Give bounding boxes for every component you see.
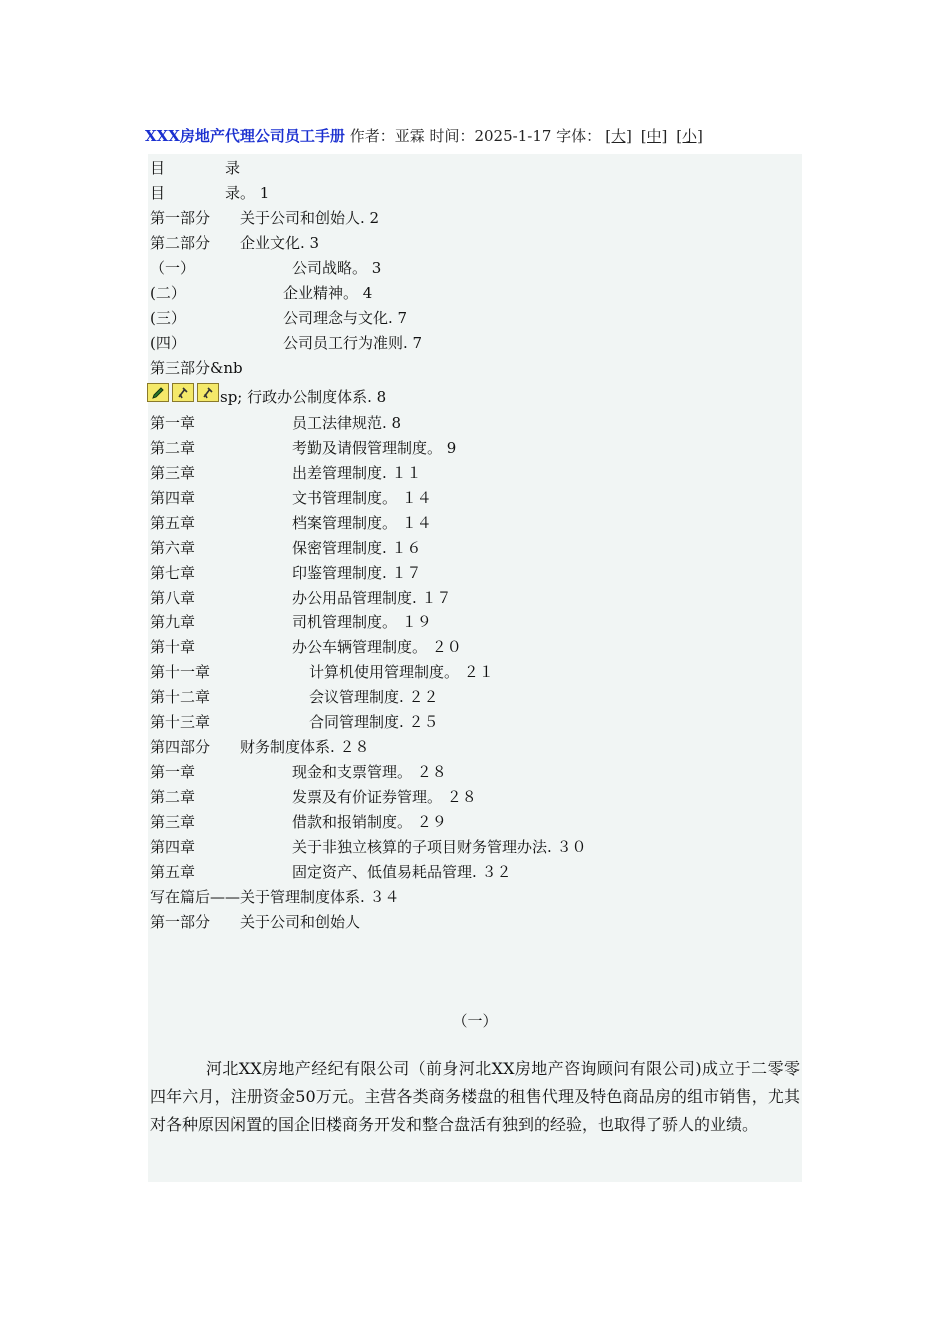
toc-entry: 档案管理制度。 １４: [292, 514, 432, 532]
toc-label: 第一章: [150, 414, 196, 432]
tool-icon[interactable]: [197, 383, 219, 402]
toc-entry: 会议管理制度. ２２: [309, 688, 439, 706]
toc-entry: 保密管理制度. １６: [292, 539, 422, 557]
toc-entry: 企业精神。 4: [283, 284, 373, 302]
toc-entry: 现金和支票管理。 ２８: [292, 763, 447, 781]
font-size-medium-link[interactable]: [中]: [640, 127, 668, 145]
toc-entry: 发票及有价证券管理。 ２８: [292, 788, 477, 806]
toc-label: 第九章: [150, 613, 196, 631]
toc-label: 第二章: [150, 788, 196, 806]
toc-entry: 办公用品管理制度. １７: [292, 589, 452, 607]
toc-label: 第十章: [150, 638, 196, 656]
toc-entry: 出差管理制度. １１: [292, 464, 422, 482]
toc-label: 第三部分&nb: [150, 359, 243, 377]
toc-label: 第五章: [150, 514, 196, 532]
toc-entry: 关于非独立核算的子项目财务管理办法. ３０: [292, 838, 587, 856]
toc-label: (四）: [150, 334, 186, 352]
toc-entry: 考勤及请假管理制度。 9: [292, 439, 457, 457]
toc-entry: 财务制度体系. ２８: [240, 738, 370, 756]
font-size-large-link[interactable]: [大]: [605, 127, 632, 145]
toc-entry: 员工法律规范. 8: [292, 414, 402, 432]
intro-paragraph: 河北XX房地产经纪有限公司（前身河北XX房地产咨询顾问有限公司)成立于二零零四年六月，注册资金50万元。主营各类商务楼盘的租售代理及特色商品房的组市销售，尤其对各种原因闲置的国企旧楼商务开发和整合盘活有独到的经验，也取得了骄人的业绩。: [150, 1059, 800, 1134]
section-heading: （一）: [452, 1012, 498, 1030]
toc-label: 第十二章: [150, 688, 211, 706]
toc-entry: 关于公司和创始人. 2: [240, 209, 380, 227]
toc-label: 第一章: [150, 763, 196, 781]
toc-label: 写在篇后——关于管理制度体系. ３４: [150, 888, 400, 906]
toc-entry: 合同管理制度. ２５: [309, 713, 439, 731]
toc-entry: 录: [225, 159, 241, 177]
toc-entry: 计算机使用管理制度。 ２１: [309, 663, 494, 681]
toc-entry: 录。 1: [225, 184, 270, 202]
toc-label: 目: [150, 184, 166, 202]
toc-label: 第一部分: [150, 209, 211, 227]
toc-label: （一）: [150, 259, 196, 277]
toc-entry: sp; 行政办公制度体系. 8: [220, 388, 387, 406]
font-size-small-link[interactable]: [小]: [676, 127, 703, 145]
article-meta: 作者：亚霖 时间：2025-1-17 字体：: [349, 127, 602, 145]
toc-label: (二）: [150, 284, 186, 302]
toc-entry: 办公车辆管理制度。 ２０: [292, 638, 462, 656]
toc-label: 第二部分: [150, 234, 211, 252]
toc-label: 第三章: [150, 813, 196, 831]
toc-label: 第五章: [150, 863, 196, 881]
toc-label: 第一部分: [150, 913, 211, 931]
toc-entry: 借款和报销制度。 ２９: [292, 813, 447, 831]
toc-label: 第四章: [150, 489, 196, 507]
toc-entry: 公司员工行为准则. 7: [283, 334, 423, 352]
toc-label: 目: [150, 159, 166, 177]
toc-entry: 企业文化. 3: [240, 234, 320, 252]
toc-label: 第四章: [150, 838, 196, 856]
toc-entry: 印鉴管理制度. １７: [292, 564, 422, 582]
toc-label: 第八章: [150, 589, 196, 607]
toc-label: 第四部分: [150, 738, 211, 756]
toc-entry: 关于公司和创始人: [240, 913, 361, 931]
toc-entry: 公司战略。 3: [292, 259, 382, 277]
toc-entry: 司机管理制度。 １９: [292, 613, 432, 631]
toc-entry: 文书管理制度。 １４: [292, 489, 432, 507]
article-header: [145, 126, 703, 146]
toc-label: 第三章: [150, 464, 196, 482]
toc-label: 第二章: [150, 439, 196, 457]
toc-label: 第十三章: [150, 713, 211, 731]
toc-label: 第六章: [150, 539, 196, 557]
toc-label: 第十一章: [150, 663, 211, 681]
article-title[interactable]: XXX房地产代理公司员工手册: [145, 127, 345, 145]
toc-entry: 公司理念与文化. 7: [283, 309, 408, 327]
toc-label: (三）: [150, 309, 186, 327]
toc-entry: 固定资产、低值易耗品管理. ３２: [292, 863, 512, 881]
edit-pencil-icon[interactable]: [147, 383, 169, 402]
toc-label: 第七章: [150, 564, 196, 582]
tool-icon[interactable]: [172, 383, 194, 402]
